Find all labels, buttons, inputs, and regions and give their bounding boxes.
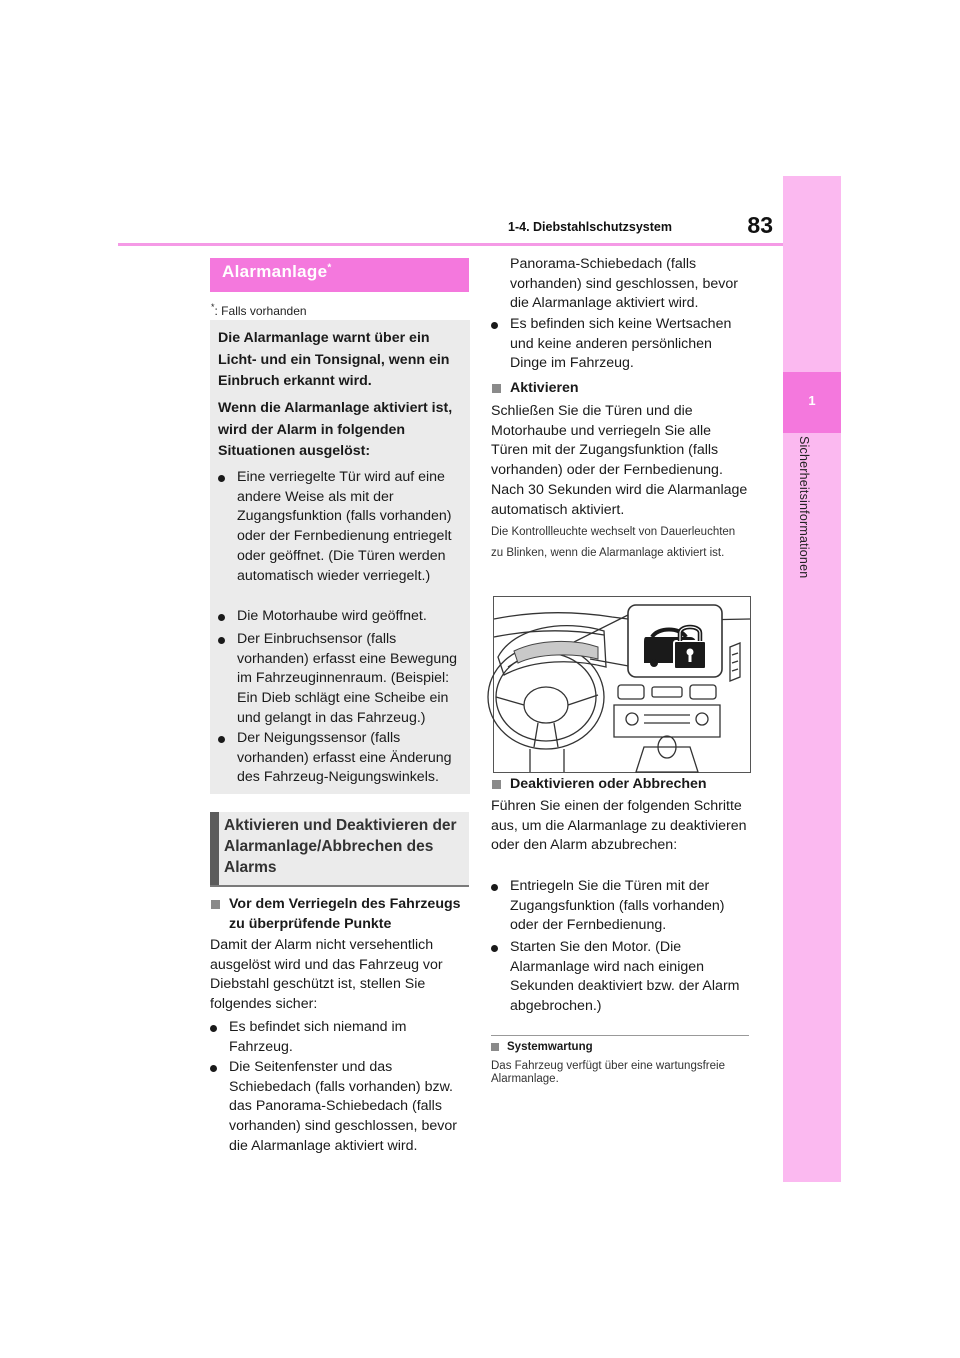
- check-item-continuation: Panorama-Schiebedach (falls vorhanden) sind geschlossen, bevor die Alarmanlage aktiviert wird.: [510, 256, 738, 312]
- list-item: Die Motorhaube wird geöffnet.: [218, 607, 463, 627]
- check-subheading: Vor dem Verriegeln des Fahrzeugs zu überprüfende Punkte: [210, 895, 468, 934]
- deactivate-intro: Führen Sie einen der folgenden Schritte aus, um die Alarmanlage zu deaktivieren oder den Alarm abzubrechen:: [491, 798, 747, 854]
- activate-subheading: Aktivieren: [491, 379, 749, 399]
- footnote: *: Falls vorhanden: [211, 302, 307, 318]
- activation-heading-accent: [210, 812, 219, 886]
- list-item: Der Neigungssensor (falls vorhanden) erfasst eine Änderung des Fahrzeug-Neigungswinkels.: [218, 729, 463, 788]
- chapter-label: Sicherheitsinformationen: [797, 436, 811, 579]
- alarm-intro-1: Die Alarmanlage warnt über ein Licht- und ein Tonsignal, wenn ein Einbruch erkannt wird.: [218, 330, 450, 390]
- bullet-dot-icon: [218, 637, 225, 644]
- maintenance-rule: [491, 1035, 749, 1036]
- activation-heading-rule: [210, 885, 469, 887]
- list-item: Eine verriegelte Tür wird auf eine andere Weise als mit der Zugangsfunktion (falls vorhanden) oder der Fernbedienung entriegelt oder geöffnet. (Die Türen werden automatisch wieder verriegelt.): [218, 468, 463, 586]
- chapter-label-container: [783, 436, 841, 596]
- list-item: Es befindet sich niemand im Fahrzeug.: [210, 1018, 462, 1057]
- maintenance-title: Systemwartung: [507, 1041, 593, 1053]
- header-rule: [118, 243, 783, 246]
- activation-heading: Aktivieren und Deaktivieren der Alarmanlage/Abbrechen des Alarms: [224, 817, 457, 876]
- list-item: Die Seitenfenster und das Schiebedach (falls vorhanden) bzw. das Panorama-Schiebedach (falls vorhanden) sind geschlossen, bevor die Alarmanlage aktiviert wird.: [210, 1058, 462, 1096]
- page-number: 83: [747, 212, 773, 238]
- footnote-marker: *: [327, 262, 332, 274]
- square-bullet-icon: [492, 384, 501, 393]
- list-item: Es befinden sich keine Wertsachen und keine anderen persönlichen Dinge im Fahrzeug.: [491, 315, 746, 374]
- list-item: Entriegeln Sie die Türen mit der Zugangsfunktion (falls vorhanden) oder der Fernbedienung.: [491, 877, 746, 936]
- bullet-dot-icon: [491, 945, 498, 952]
- square-bullet-icon: [211, 900, 220, 909]
- bullet-dot-icon: [491, 884, 498, 891]
- bullet-dot-icon: [210, 1065, 217, 1072]
- dashboard-drawing: [494, 597, 750, 772]
- indicator-note: Die Kontrollleuchte wechselt von Dauerleuchten zu Blinken, wenn die Alarmanlage aktiviert ist.: [491, 526, 736, 559]
- check-intro: Damit der Alarm nicht versehentlich ausgelöst wird und das Fahrzeug vor Diebstahl geschützt ist, stellen Sie folgendes sicher:: [210, 937, 443, 1013]
- list-item: Starten Sie den Motor. (Die Alarmanlage wird nach einigen Sekunden deaktiviert bzw. der Alarm abgebrochen.): [491, 938, 746, 1017]
- bullet-dot-icon: [218, 475, 225, 482]
- dashboard-illustration: [493, 596, 751, 773]
- bullet-dot-icon: [218, 614, 225, 621]
- chapter-number: 1: [808, 393, 816, 408]
- bullet-dot-icon: [210, 1025, 217, 1032]
- alarm-intro-2: Wenn die Alarmanlage aktiviert ist, wird der Alarm in folgenden Situationen ausgelöst:: [218, 400, 453, 460]
- square-bullet-icon: [491, 1043, 499, 1051]
- bullet-dot-icon: [218, 736, 225, 743]
- section-title: 1-4. Diebstahlschutzsystem: [508, 220, 672, 234]
- deactivate-subheading: Deaktivieren oder Abbrechen: [491, 775, 749, 795]
- alarm-heading: Alarmanlage*: [222, 262, 332, 281]
- maintenance-text: Das Fahrzeug verfügt über eine wartungsfreie Alarmanlage.: [491, 1060, 725, 1085]
- bullet-dot-icon: [491, 322, 498, 329]
- square-bullet-icon: [492, 780, 501, 789]
- chapter-side-tab: [783, 176, 841, 1182]
- list-item: Der Einbruchsensor (falls vorhanden) erfasst eine Bewegung im Fahrzeuginnenraum. (Beispiel: Ein Dieb schlägt eine Scheibe ein und gelangt in das Fahrzeug.): [218, 630, 463, 729]
- activate-text: Schließen Sie die Türen und die Motorhaube und verriegeln Sie alle Türen mit der Zugangsfunktion (falls vorhanden) oder der Fernbedienung. Nach 30 Sekunden wird die Alarmanlage automatisch aktiviert.: [491, 403, 748, 518]
